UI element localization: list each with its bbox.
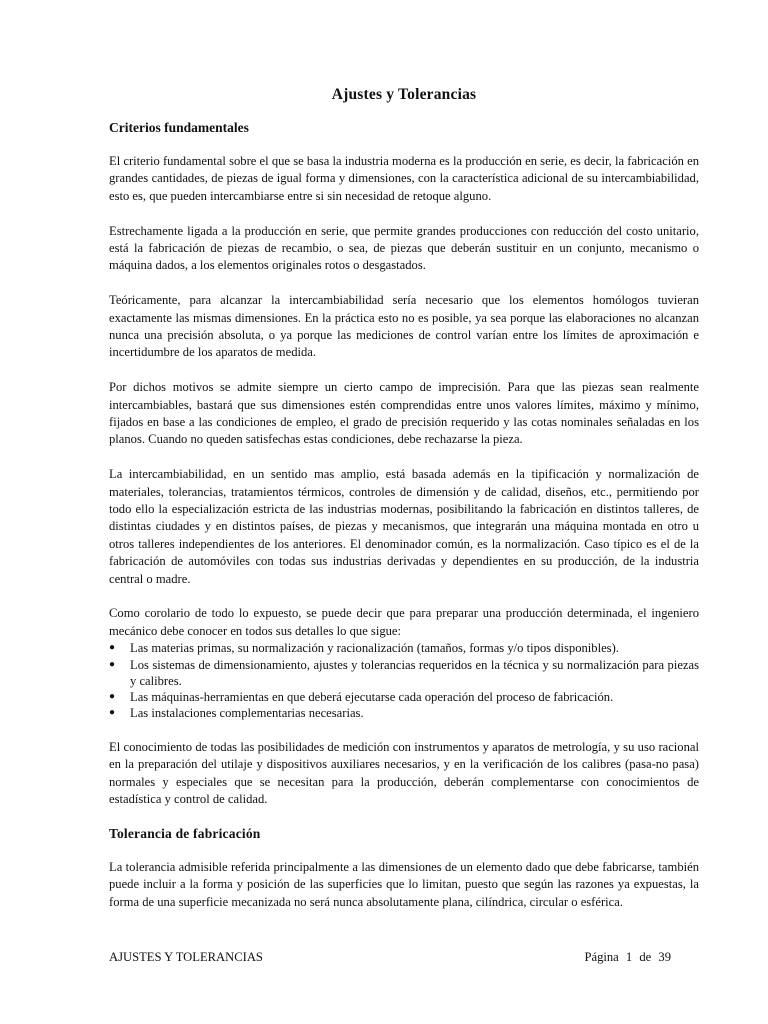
list-item-text: Las instalaciones complementarias necesarias. xyxy=(130,706,364,721)
list-item-text: Los sistemas de dimensionamiento, ajustes y tolerancias requeridos en la técnica y su normalización para piezas y calibres. xyxy=(130,657,699,688)
paragraph: Por dichos motivos se admite siempre un cierto campo de imprecisión. Para que las piezas sean realmente intercambiables, bastará que sus dimensiones estén comprendidas entre unos valores límites, máximo y mínimo, fijados en base a las condiciones de empleo, el grado de precisión requerido y las cotas nominales señaladas en los planos. Cuando no queden satisfechas estas condiciones, debe rechazarse la pieza. xyxy=(109,380,699,447)
of-word: de xyxy=(639,950,652,964)
page-word: Página xyxy=(584,950,619,964)
list-item xyxy=(109,689,699,705)
page-footer xyxy=(109,950,671,965)
bullet-icon: ● xyxy=(109,707,116,719)
section-heading-tolerancia: Tolerancia de fabricación xyxy=(109,825,261,841)
list-item xyxy=(109,657,699,689)
footer-title: AJUSTES Y TOLERANCIAS xyxy=(109,950,263,964)
paragraph: El conocimiento de todas las posibilidades de medición con instrumentos y aparatos de metrología, y su uso racional en la preparación del utilaje y dispositivos auxiliares necesarios, y en la verificación de los calibres (pasa-no pasa) normales y especiales que se necesitan para la producción, deberán complementarse con conocimientos de estadística y control de calidad. xyxy=(109,739,699,806)
paragraph: Estrechamente ligada a la producción en serie, que permite grandes producciones con reducción del costo unitario, está la fabricación de piezas de recambio, o sea, de piezas que deberán sustituir en un conjunto, mecanismo o máquina dados, a los elementos originales rotos o desgastados. xyxy=(109,223,699,273)
total-pages: 39 xyxy=(658,950,671,964)
list-item xyxy=(109,705,699,721)
page-indicator xyxy=(580,950,671,965)
bullet-icon: ● xyxy=(109,690,116,702)
list-item xyxy=(109,640,699,656)
requirements-list xyxy=(109,640,699,721)
page-number: 1 xyxy=(625,950,633,964)
paragraph: La intercambiabilidad, en un sentido mas amplio, está basada además en la tipificación y normalización de materiales, tolerancias, tratamientos térmicos, controles de dimensión y de calidad, diseños, etc., permitiendo por todo ello la especialización estricta de las industrias modernas, posibilitando la fabricación en distintos talleres, de distintas ciudades y en distintos países, de piezas y mecanismos, que integrarán una máquina montada en otro u otros talleres independientes de los anteriores. El denominador común, es la normalización. Caso típico es el de la fabricación de automóviles con todas sus industrias derivadas y dependientes en su producción, de la industria central o madre. xyxy=(109,467,699,586)
document-title: Ajustes y Tolerancias xyxy=(331,86,477,103)
paragraph: El criterio fundamental sobre el que se basa la industria moderna es la producción en serie, es decir, la fabricación en grandes cantidades, de piezas de igual forma y dimensiones, con la característica adicional de su intercambiabilidad, esto es, que pueden intercambiarse entre si sin necesidad de retoque alguno. xyxy=(109,154,699,203)
paragraph: La tolerancia admisible referida principalmente a las dimensiones de un elemento dado que debe fabricarse, también puede incluir a la forma y posición de las superficies que lo limitan, puesto que según las razones ya expuestas, la forma de una superficie mecanizada no será nunca absolutamente plana, cilíndrica, circular o esférica. xyxy=(109,859,699,909)
list-item-text: Las máquinas-herramientas en que deberá ejecutarse cada operación del proceso de fabricación. xyxy=(130,689,614,704)
page-content xyxy=(109,86,699,928)
bullet-icon: ● xyxy=(109,658,116,670)
paragraph-intro-list: Como corolario de todo lo expuesto, se puede decir que para preparar una producción determinada, el ingeniero mecánico debe conocer en todos sus detalles lo que sigue: xyxy=(109,606,699,638)
bullet-icon: ● xyxy=(109,642,116,654)
list-item-text: Las materias primas, su normalización y racionalización (tamaños, formas y/o tipos disponibles). xyxy=(130,641,619,656)
section-heading-criterios: Criterios fundamentales xyxy=(109,120,249,135)
paragraph: Teóricamente, para alcanzar la intercambiabilidad sería necesario que los elementos homólogos tuvieran exactamente las mismas dimensiones. En la práctica esto no es posible, ya sea porque las elaboraciones no alcanzan nunca una precisión absoluta, o ya porque las mediciones de control varían entre los límites de aproximación e incertidumbre de los aparatos de medida. xyxy=(109,293,699,360)
